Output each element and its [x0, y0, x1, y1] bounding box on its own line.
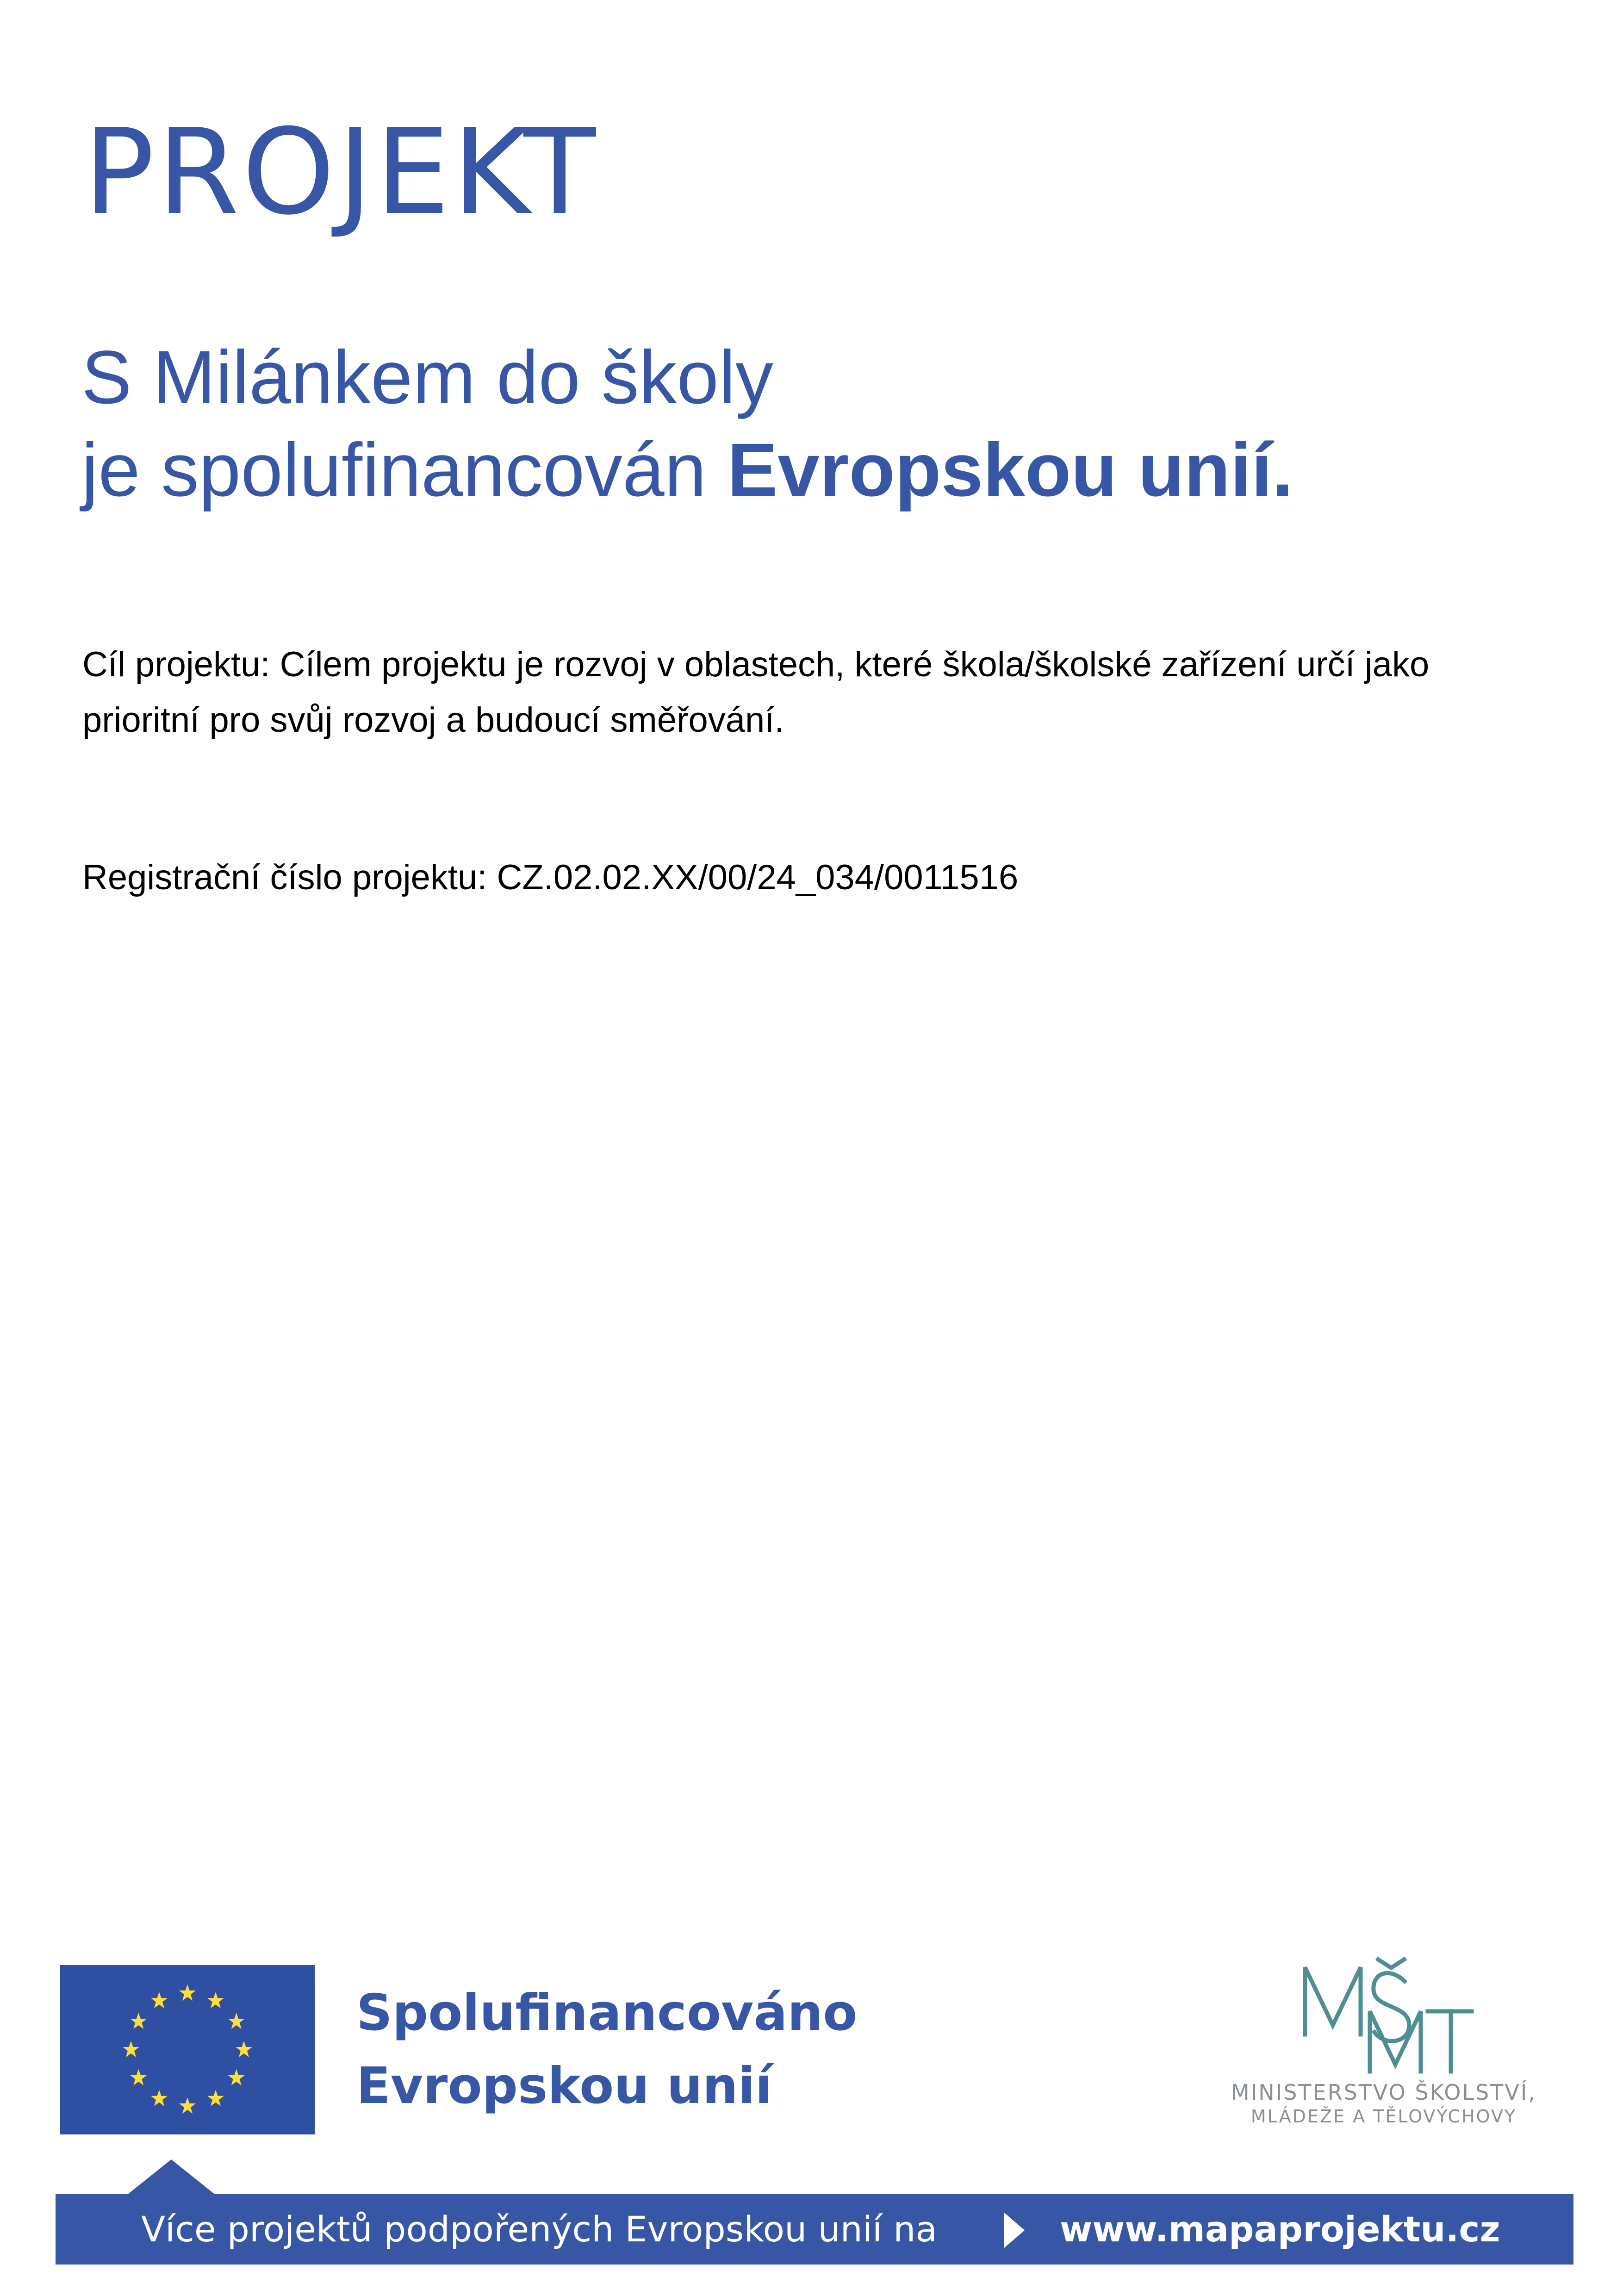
- eu-stars: [123, 1984, 252, 2114]
- eu-star: [228, 2069, 245, 2085]
- eu-flag-graphic: [60, 1965, 315, 2134]
- msmt-name: [1185, 2079, 1583, 2128]
- eu-star: [151, 2090, 168, 2106]
- project-name: S Milánkem do školy: [81, 335, 773, 419]
- eu-star: [179, 1984, 196, 2001]
- eu-cofunded-label: [356, 1977, 857, 2123]
- msmt-caron: [1378, 1959, 1404, 1968]
- banner-url-link[interactable]: www.mapaprojektu.cz: [1060, 2209, 1500, 2250]
- registration-number: Registrační číslo projektu: CZ.02.02.XX/00/24_034/0011516: [82, 858, 1019, 897]
- project-goal: Cíl projektu: Cílem projektu je rozvoj v oblastech, které škola/školské zařízení určí jako prioritní pro svůj rozvoj a budoucí směřování.: [82, 645, 1430, 740]
- eu-star: [130, 2069, 147, 2085]
- funding-statement: [81, 424, 1293, 516]
- poster-heading: PROJEKT: [83, 104, 599, 241]
- eu-star: [207, 2090, 224, 2106]
- play-arrow-icon: [1004, 2213, 1025, 2248]
- msmt-name-line2: MLÁDEŽE A TĚLOVÝCHOVY: [1250, 2106, 1517, 2127]
- eu-star: [179, 2097, 196, 2114]
- eu-star: [207, 1992, 224, 2008]
- msmt-letter-t: [1428, 2011, 1472, 2071]
- eu-star: [228, 2013, 245, 2029]
- banner-text: Více projektů podpořených Evropskou unií na: [141, 2209, 937, 2250]
- eu-flag-icon: [60, 1965, 315, 2134]
- info-banner: [56, 2194, 1573, 2265]
- eu-star: [151, 1992, 168, 2008]
- msmt-name-line1: MINISTERSTVO ŠKOLSTVÍ,: [1231, 2080, 1536, 2105]
- msmt-letter-m1: [1305, 1967, 1361, 2034]
- funding-statement-prefix: je spolufinancován: [81, 427, 728, 512]
- project-title: [81, 331, 1293, 516]
- eu-cofunded-line1: Spolufinancováno: [356, 1984, 858, 2042]
- eu-star: [123, 2041, 139, 2057]
- eu-star: [130, 2013, 147, 2029]
- funding-statement-eu: Evropskou unií.: [727, 427, 1293, 512]
- eu-star: [236, 2041, 252, 2057]
- banner-notch: [127, 2159, 215, 2195]
- msmt-logo-icon: [1296, 1956, 1481, 2085]
- eu-cofunded-line2: Evropskou unií: [356, 2057, 772, 2115]
